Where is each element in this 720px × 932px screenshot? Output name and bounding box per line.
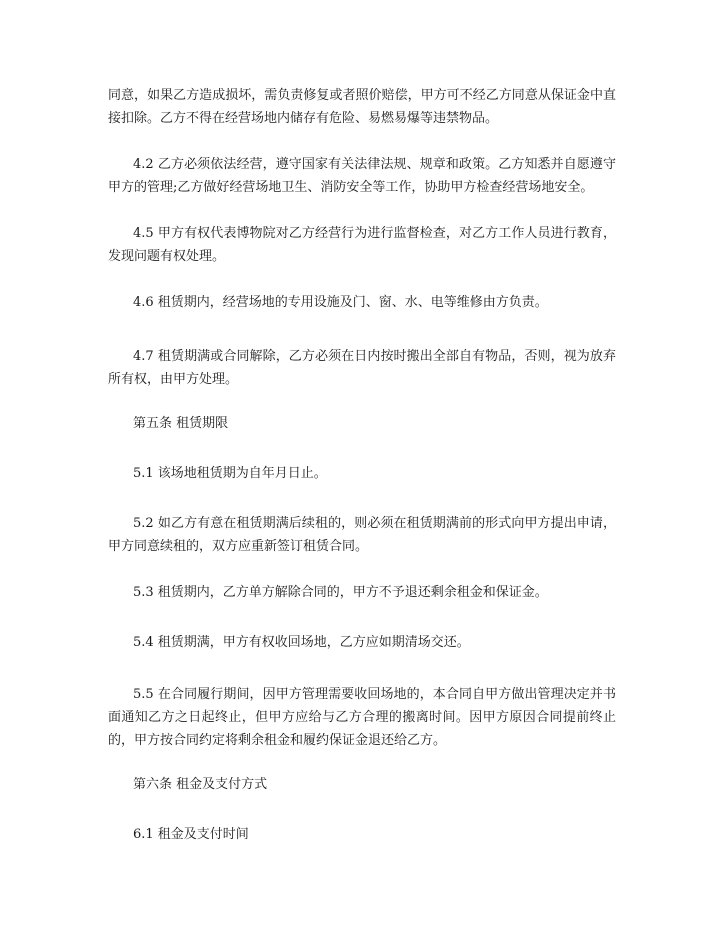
clause-4-2: 4.2 乙方必须依法经营，遵守国家有关法律法规、规章和政策。乙方知悉并自愿遵守甲方的管理;乙方做好经营场地卫生、消防安全等工作，协助甲方检查经营场地安全。 bbox=[108, 157, 616, 195]
clause-5-4: 5.4 租赁期满，甲方有权收回场地，乙方应如期清场交还。 bbox=[133, 635, 470, 650]
article-6-heading: 第六条 租金及支付方式 bbox=[133, 777, 268, 792]
clause-4-7: 4.7 租赁期满或合同解除，乙方必须在日内按时搬出全部自有物品，否则，视为放弃所有权，由甲方处理。 bbox=[108, 349, 616, 387]
paragraph-4-1-continued: 同意，如果乙方造成损坏，需负责修复或者照价赔偿，甲方可不经乙方同意从保证金中直接扣除。乙方不得在经营场地内储存有危险、易燃易爆等违禁物品。 bbox=[108, 88, 616, 126]
clause-6-1: 6.1 租金及支付时间 bbox=[133, 827, 249, 842]
article-5-heading: 第五条 租赁期限 bbox=[133, 416, 229, 431]
clause-5-5: 5.5 在合同履行期间，因甲方管理需要收回场地的，本合同自甲方做出管理决定并书面通知乙方之日起终止，但甲方应给与乙方合理的搬离时间。因甲方原因合同提前终止的，甲方按合同约定将剩余租金和履约保证金退还给乙方。 bbox=[108, 687, 616, 748]
clause-5-1: 5.1 该场地租赁期为自年月日止。 bbox=[133, 466, 327, 481]
clause-5-3: 5.3 租赁期内，乙方单方解除合同的，甲方不予退还剩余租金和保证金。 bbox=[133, 585, 548, 600]
clause-4-6: 4.6 租赁期内，经营场地的专用设施及门、窗、水、电等维修由方负责。 bbox=[133, 295, 548, 310]
clause-4-5: 4.5 甲方有权代表博物院对乙方经营行为进行监督检查，对乙方工作人员进行教育，发现问题有权处理。 bbox=[108, 226, 616, 264]
clause-5-2: 5.2 如乙方有意在租赁期满后续租的，则必须在租赁期满前的形式向甲方提出申请，甲方同意续租的，双方应重新签订租赁合同。 bbox=[108, 516, 616, 554]
